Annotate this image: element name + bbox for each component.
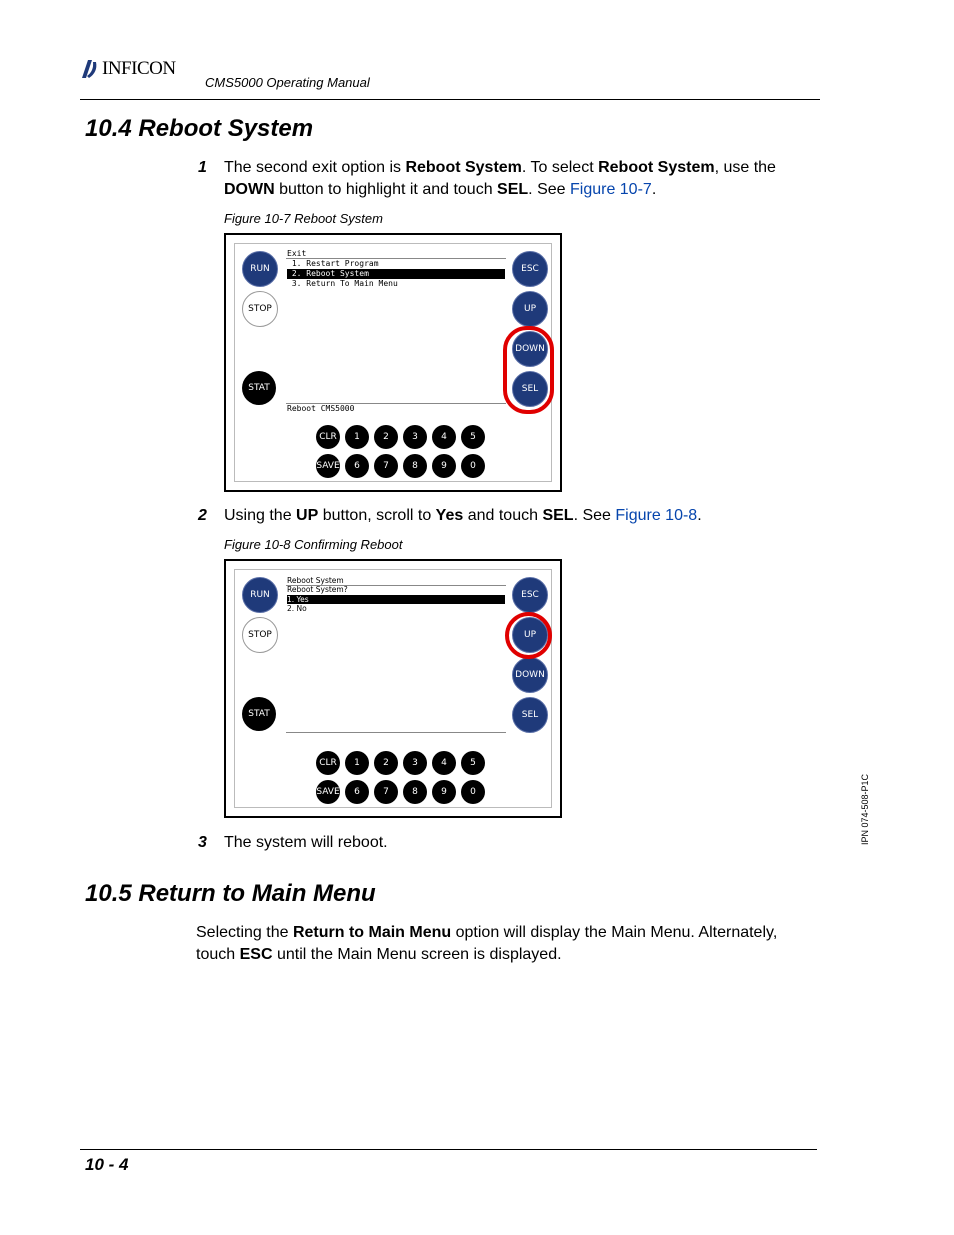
step-1-text: The second exit option is Reboot System. To select Reboot System, use the DOWN button to highlight it and touch SEL. See Figure 10-7. [224,159,776,198]
highlight-ring [503,326,554,414]
manual-title: CMS5000 Operating Manual [205,75,370,90]
logo-text: INFICON [102,58,176,79]
key-0[interactable]: 0 [461,454,485,478]
run-button[interactable]: RUN [242,251,278,287]
sel-button[interactable]: SEL [512,697,548,733]
section-10-5-text: Selecting the Return to Main Menu option will display the Main Menu. Alternately, touch ESC until the Main Menu screen is displayed. [196,924,778,963]
save-key[interactable]: SAVE [316,780,340,804]
key-1[interactable]: 1 [345,751,369,775]
key-8[interactable]: 8 [403,780,427,804]
key-0[interactable]: 0 [461,780,485,804]
up-button[interactable]: UP [512,617,548,653]
run-button[interactable]: RUN [242,577,278,613]
inficon-logo [80,58,200,84]
footer-divider [80,1149,817,1150]
up-button[interactable]: UP [512,291,548,327]
option-no[interactable]: 2. No [287,604,307,613]
key-5[interactable]: 5 [461,751,485,775]
status-text: Reboot CMS5000 [287,404,355,413]
menu-item[interactable]: 1. Restart Program [287,259,379,268]
option-yes-selected[interactable]: 1. Yes [287,595,505,604]
figure-caption: Figure 10-8 Confirming Reboot [224,537,403,552]
key-9[interactable]: 9 [432,780,456,804]
figure-caption: Figure 10-7 Reboot System [224,211,383,226]
key-6[interactable]: 6 [345,780,369,804]
key-5[interactable]: 5 [461,425,485,449]
highlight-ring [505,612,552,659]
step-number: 2 [198,507,207,524]
figure-10-8-link[interactable]: Figure 10-8 [615,507,698,524]
key-3[interactable]: 3 [403,751,427,775]
stat-button[interactable]: STAT [242,697,276,731]
step-number: 1 [198,159,207,176]
clr-key[interactable]: CLR [316,425,340,449]
key-9[interactable]: 9 [432,454,456,478]
status-divider [286,732,506,733]
section-heading-10-4: 10.4 Reboot System [85,115,314,142]
key-3[interactable]: 3 [403,425,427,449]
key-1[interactable]: 1 [345,425,369,449]
sel-button[interactable]: SEL [512,371,548,407]
stop-button[interactable]: STOP [242,291,278,327]
section-heading-10-5: 10.5 Return to Main Menu [85,880,376,907]
stat-button[interactable]: STAT [242,371,276,405]
figure-10-8-panel [224,559,562,818]
page-number: 10 - 4 [85,1155,129,1174]
menu-item-selected[interactable]: 2. Reboot System [287,269,505,279]
key-7[interactable]: 7 [374,454,398,478]
figure-10-7-panel [224,233,562,492]
step-3-text: The system will reboot. [224,834,388,851]
key-2[interactable]: 2 [374,751,398,775]
key-7[interactable]: 7 [374,780,398,804]
key-6[interactable]: 6 [345,454,369,478]
down-button[interactable]: DOWN [512,331,548,367]
key-4[interactable]: 4 [432,425,456,449]
key-8[interactable]: 8 [403,454,427,478]
key-4[interactable]: 4 [432,751,456,775]
screen-title: Reboot System [287,576,344,585]
clr-key[interactable]: CLR [316,751,340,775]
step-2-text: Using the UP button, scroll to Yes and touch SEL. See Figure 10-8. [224,507,702,524]
save-key[interactable]: SAVE [316,454,340,478]
down-button[interactable]: DOWN [512,657,548,693]
esc-button[interactable]: ESC [512,577,548,613]
inficon-logo-icon [80,58,100,80]
key-2[interactable]: 2 [374,425,398,449]
stop-button[interactable]: STOP [242,617,278,653]
ipn-label: IPN 074-508-P1C [860,773,870,845]
menu-item[interactable]: 3. Return To Main Menu [287,279,398,288]
esc-button[interactable]: ESC [512,251,548,287]
header-divider [80,99,820,100]
screen-question: Reboot System? [287,585,348,594]
screen-title: Exit [287,249,307,258]
figure-10-7-link[interactable]: Figure 10-7 [569,181,652,198]
step-number: 3 [198,834,207,851]
